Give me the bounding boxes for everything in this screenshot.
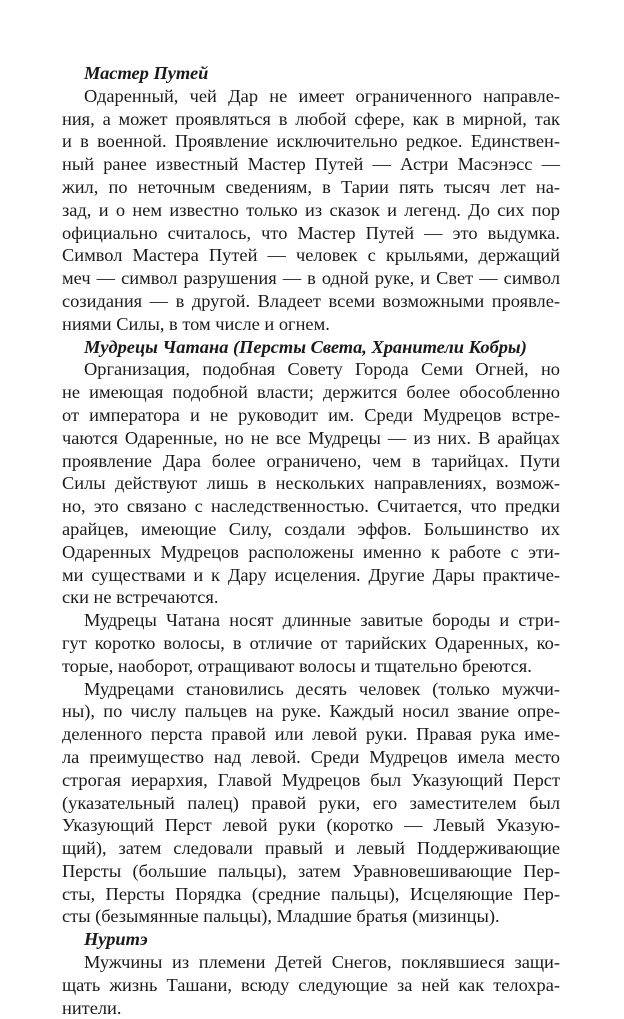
text-line: меч — символ разрушения — в одной руке, и Свет — символ <box>62 268 560 289</box>
text-line: сты, Персты Порядка (средние пальцы), Исцеляющие Пер- <box>62 883 560 904</box>
text-line: нители. <box>62 997 122 1018</box>
text-line: Мудрецы Чатана носят длинные завитые бороды и стри- <box>84 610 560 631</box>
glossary-entry <box>62 62 560 336</box>
text-line: ниями Силы, в том числе и огнем. <box>62 313 330 334</box>
text-line: не имеющая подобной власти; держится более обособленно <box>62 382 560 403</box>
text-line: Организация, подобная Совету Города Семи Огней, но <box>84 359 560 380</box>
text-line: ски не встречаются. <box>62 587 219 608</box>
text-line: ми существами и к Дару исцеления. Другие Дары практиче- <box>62 564 560 585</box>
text-line: щать жизнь Ташани, всюду следующие за ней как телохра- <box>62 974 560 995</box>
text-line: деленного перста правой или левой руки. Правая рука име- <box>62 724 560 745</box>
text-line: Символ Мастера Путей — человек с крыльями, держащий <box>62 245 560 266</box>
text-line: Одаренный, чей Дар не имеет ограниченного направле- <box>84 85 560 106</box>
paragraph <box>62 951 560 1019</box>
text-line: но, это связано с наследственностью. Считается, что предки <box>62 496 560 517</box>
glossary-entry <box>62 336 560 929</box>
text-line: Мужчины из племени Детей Снегов, поклявшиеся защи- <box>84 952 560 973</box>
entry-heading: Мудрецы Чатана (Персты Света, Хранители Кобры) <box>84 336 527 357</box>
text-line: Указующий Перст левой руки (коротко — Левый Указую- <box>62 815 560 836</box>
text-line: торые, наоборот, отращивают волосы и тщательно бреются. <box>62 655 532 676</box>
paragraph <box>62 609 560 677</box>
text-line: проявление Дара более ограничено, чем в тарийцах. Пути <box>62 450 560 471</box>
text-line: Мудрецами становились десять человек (только мужчи- <box>84 678 560 699</box>
text-line: гут коротко волосы, в отличие от тарийских Одаренных, ко- <box>62 632 560 653</box>
text-line: ния, а может проявляться в любой сфере, как в мирной, так <box>62 108 560 129</box>
book-page <box>62 62 560 1019</box>
entry-heading: Мастер Путей <box>84 63 209 83</box>
text-line: сты (безымянные пальцы), Младшие братья (мизинцы). <box>62 906 500 927</box>
text-line: ный ранее известный Мастер Путей — Астри Масэнэсс — <box>62 154 560 175</box>
text-line: Силы действуют лишь в нескольких направлениях, возмож- <box>62 473 560 494</box>
text-line: ны), по числу пальцев на руке. Каждый носил звание опре- <box>62 701 560 722</box>
text-line: чаются Одаренные, но не все Мудрецы — из них. В арайцах <box>62 427 560 448</box>
paragraph <box>62 678 560 929</box>
text-line: официально считалось, что Мастер Путей — это выдумка. <box>62 222 560 243</box>
text-line: арайцев, имеющие Силу, создали эффов. Большинство их <box>62 518 560 539</box>
paragraph <box>62 358 560 609</box>
text-line: (указательный палец) правой руки, его заместителем был <box>62 792 560 813</box>
text-line: созидания — в другой. Владеет всеми возможными проявле- <box>62 290 560 311</box>
glossary-entry <box>62 928 560 1019</box>
text-line: щий), затем следовали правый и левый Поддерживающие <box>62 838 560 859</box>
text-line: зад, и о нем известно только из сказок и легенд. До сих пор <box>62 199 560 220</box>
text-line: Персты (большие пальцы), затем Уравновешивающие Пер- <box>62 860 560 881</box>
text-line: Одаренных Мудрецов расположены именно к работе с эти- <box>62 541 560 562</box>
text-line: строгая иерархия, Главой Мудрецов был Указующий Перст <box>62 769 560 790</box>
text-line: и в военной. Проявление исключительно редкое. Единствен- <box>62 131 560 152</box>
text-line: от императора и не руководит им. Среди Мудрецов встре- <box>62 404 560 425</box>
paragraph <box>62 85 560 336</box>
entry-heading: Нуритэ <box>84 929 148 950</box>
text-line: жил, по неточным сведениям, в Тарии пять тысяч лет на- <box>62 176 560 197</box>
text-line: ла преимущество над левой. Среди Мудрецов имела место <box>62 746 560 767</box>
